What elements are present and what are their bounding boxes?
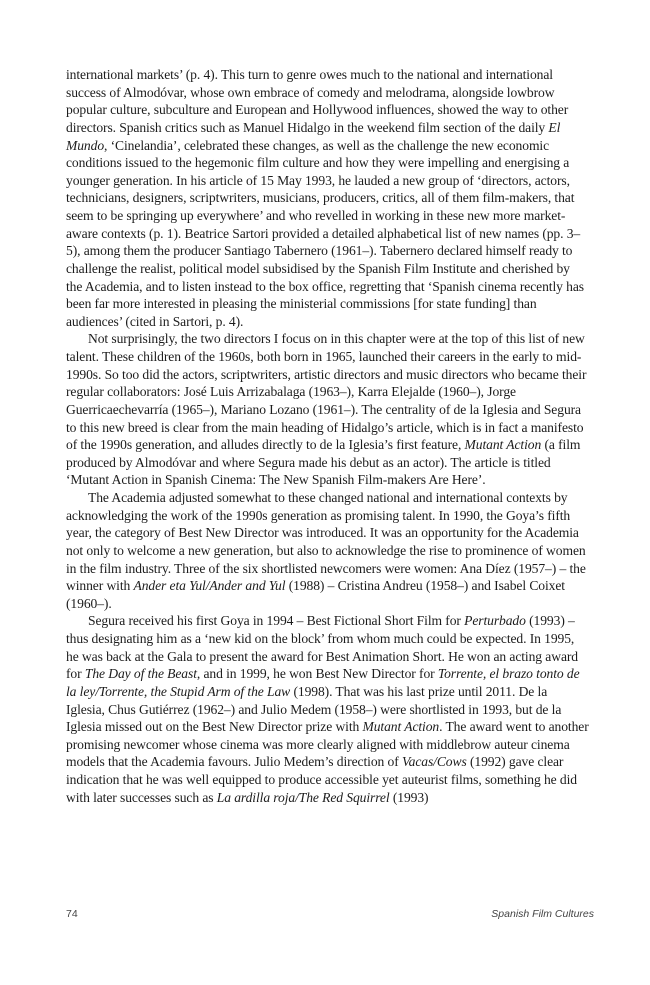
paragraph xyxy=(66,612,589,806)
text-run: , and in 1999, he won Best New Director for xyxy=(196,666,438,682)
italic-title: Mutant Action xyxy=(362,719,440,735)
text-run: (1992) gave clear indication that he was well equipped to produce accessible yet auteurist films, something he did with later successes such as xyxy=(66,754,577,805)
text-run: . The award went to another promising newcomer whose cinema was more clearly aligned with middlebrow auteur cinema models that the Academia favours. Julio Medem’s direction of xyxy=(66,719,589,770)
text-run: (1998). That was his last prize until 2011. De la Iglesia, Chus Gutiérrez (1962–) and Julio Medem (1958–) were shortlisted in 1993, but de la Iglesia missed out on the Best New Director prize with xyxy=(66,683,562,735)
text-run: international markets’ (p. 4). This turn to genre owes much to the national and international success of Almodóvar, whose own embrace of comedy and melodrama, alongside lowbrow popular culture, subculture and European and Hollywood influences, showed the way to other directors. Spanish critics such as Manuel Hidalgo in the weekend film section of the daily xyxy=(66,67,569,135)
text-run: Not surprisingly, the two directors I focus on in this chapter were at the top of this list of new talent. These children of the 1960s, both born in 1965, launched their careers in the early to mid-1990s. So too did the actors, scriptwriters, artistic directors and music directors who became their regular collaborators: José Luis Arrizabalaga (1963–), Karra Elejalde (1960–), Jorge Guerricaechevarría (1965–), Mariano Lozano (1961–). The centrality of de la Iglesia and Segura to this new breed is clear from the main heading of Hidalgo’s article, which is in fact a manifesto of the 1990s generation, and alludes directly to de la Iglesia’s first feature, xyxy=(66,331,587,453)
text-run: (1988) – Cristina Andreu (1958–) and Isabel Coixet (1960–). xyxy=(66,578,565,611)
running-title: Spanish Film Cultures xyxy=(491,908,594,920)
body-text xyxy=(66,66,589,806)
text-run: The Academia adjusted somewhat to these changed national and international contexts by acknowledging the work of the 1990s generation as promising talent. In 1990, the Goya’s fifth year, the category of Best New Director was introduced. It was an opportunity for the Academia not only to welcome a new generation, but also to acknowledge the rise to prominence of women in the film industry. Three of the six shortlisted newcomers were women: Ana Díez (1957–) – the winner with xyxy=(66,490,586,594)
page-number: 74 xyxy=(66,908,78,920)
italic-title: Torrente, el brazo tonto de la ley/Torrente, the Stupid Arm of the Law xyxy=(66,666,580,699)
paragraph xyxy=(66,66,589,330)
italic-title: The Day of the Beast xyxy=(84,666,197,682)
italic-title: La ardilla roja/The Red Squirrel xyxy=(216,789,390,805)
paragraph xyxy=(66,489,589,612)
text-run: (a film produced by Almodóvar and where Segura made his debut as an actor). The article is titled ‘Mutant Action in Spanish Cinema: The New Spanish Film-makers Are Here’. xyxy=(66,437,581,488)
italic-title: Vacas/Cows xyxy=(401,754,467,770)
text-run: Segura received his first Goya in 1994 – Best Fictional Short Film for xyxy=(88,613,465,629)
text-run: , ‘Cinelandia’, celebrated these changes, as well as the challenge the new economic conditions issued to the hegemonic film culture and how they were impelling and energising a younger generation. In his article of 15 May 1993, he lauded a new group of ‘directors, actors, technicians, designers, scriptwriters, musicians, producers, critics, all of them film-makers, that seem to be springing up everywhere’ and who revelled in working in these new more market-aware contexts (p. 1). Beatrice Sartori provided a detailed alphabetical list of new names (pp. 3–5), among them the producer Santiago Tabernero (1961–). Tabernero declared himself ready to challenge the realist, political model subsidised by the Spanish Film Institute and cherished by the Academia, and to listen instead to the box office, regretting that ‘Spanish cinema recently has been far more interested in pleasing the ministerial commissions [for state funding] than audiences’ (cited in Sartori, p. 4). xyxy=(66,137,584,329)
italic-title: Mutant Action xyxy=(464,437,542,453)
text-run: (1993) xyxy=(389,789,429,805)
paragraph xyxy=(66,330,589,489)
text-run: (1993) – thus designating him as a ‘new kid on the block’ from whom much could be expected. In 1995, he was back at the Gala to present the award for Best Animation Short. He won an acting award for xyxy=(66,613,579,682)
italic-title: Ander eta Yul/Ander and Yul xyxy=(133,578,286,594)
italic-title: Perturbado xyxy=(464,613,526,629)
italic-title: El Mundo xyxy=(66,119,561,153)
